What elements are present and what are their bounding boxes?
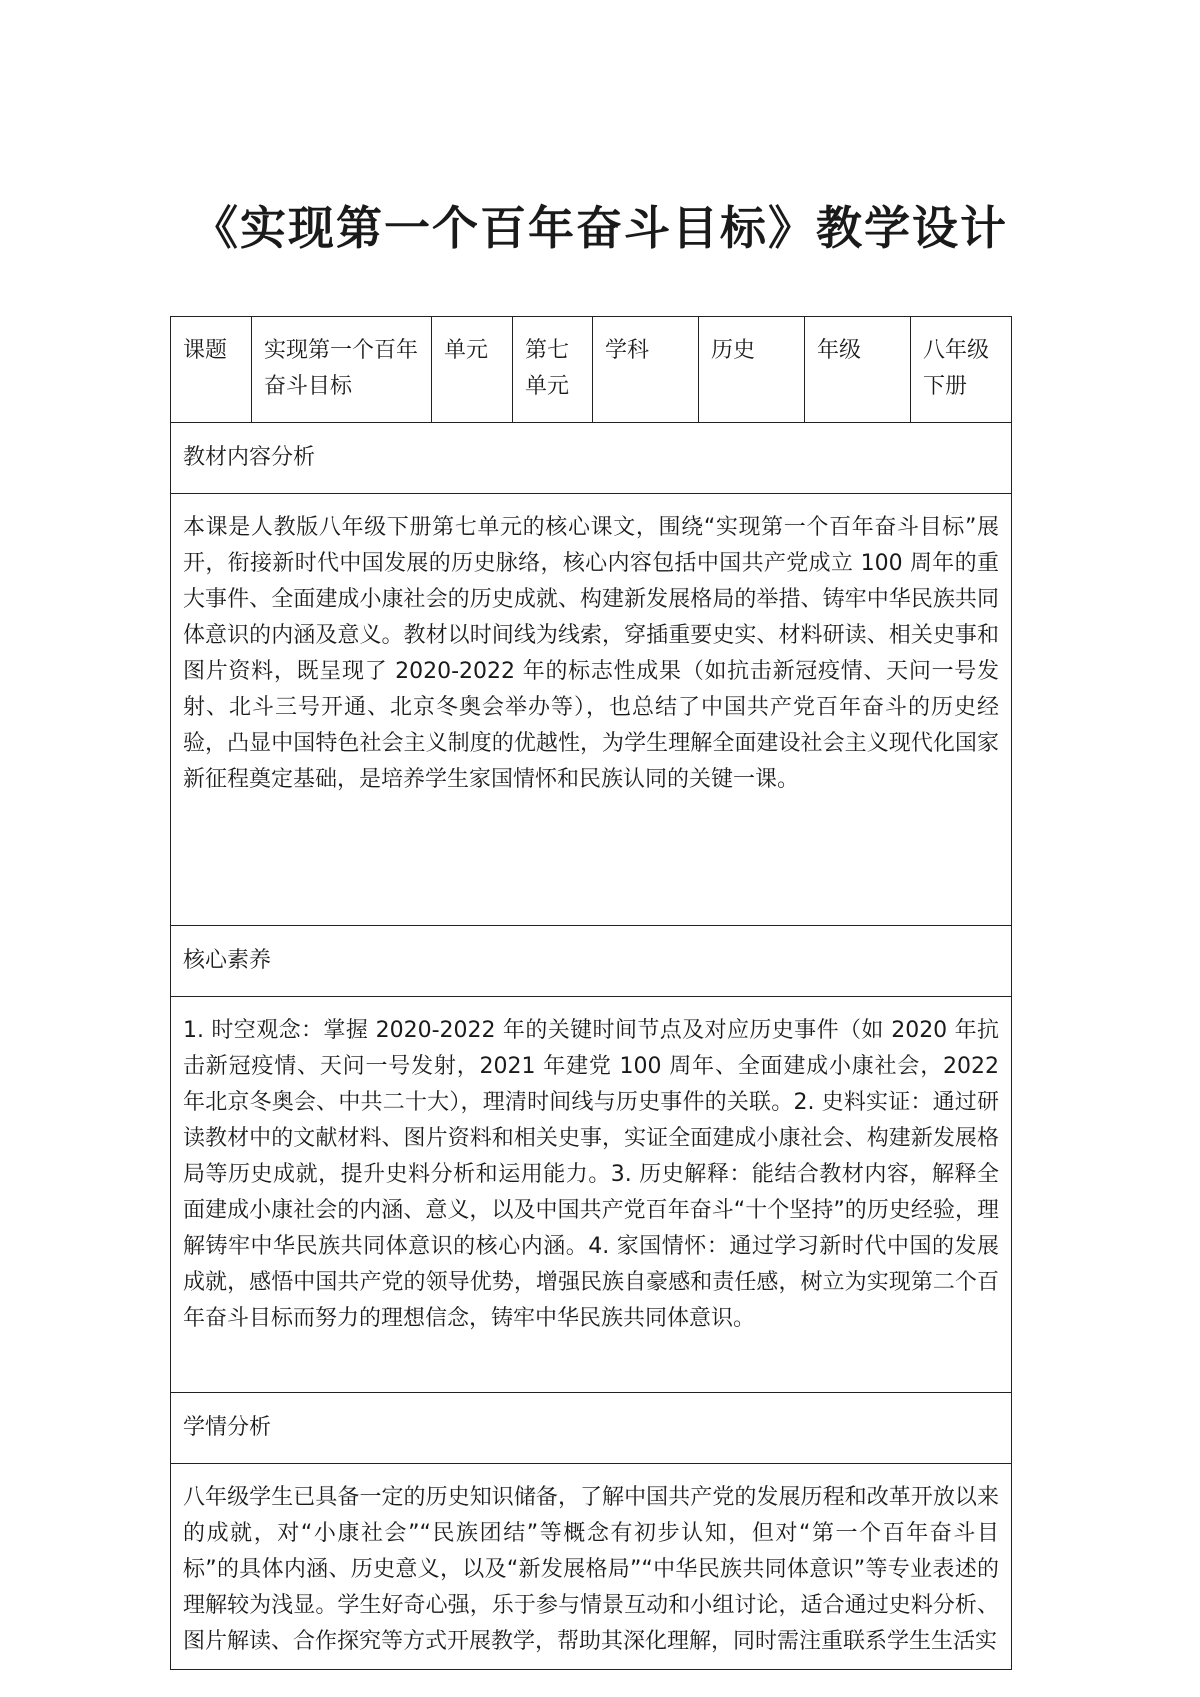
learner-analysis-heading: 学情分析 [171,1393,1012,1464]
section-heading-row [171,926,1012,997]
page-title: 《实现第一个百年奋斗目标》教学设计 [192,201,1008,255]
grade-label: 年级 [805,317,911,423]
section-heading-row [171,423,1012,494]
subject-label: 学科 [593,317,699,423]
topic-label: 课题 [171,317,252,423]
textbook-analysis-body: 本课是人教版八年级下册第七单元的核心课文，围绕“实现第一个百年奋斗目标”展开，衔接新时代中国发展的历史脉络，核心内容包括中国共产党成立 100 周年的重大事件、全面建成小康社会的历史成就、构建新发展格局的举措、铸牢中华民族共同体意识的内涵及意义。教材以时间线为线索，穿插重要史实、材料研读、相关史事和图片资料，既呈现了 2020-2022 年的标志性成果（如抗击新冠疫情、天问一号发射、北斗三号开通、北京冬奥会举办等），也总结了中国共产党百年奋斗的历史经验，凸显中国特色社会主义制度的优越性，为学生理解全面建设社会主义现代化国家新征程奠定基础，是培养学生家国情怀和民族认同的关键一课。 [171,494,1012,926]
grade-value: 八年级下册 [911,317,1012,423]
learner-analysis-cell [171,1464,1012,1670]
learner-analysis-body: 八年级学生已具备一定的历史知识储备，了解中国共产党的发展历程和改革开放以来的成就，对“小康社会”“民族团结”等概念有初步认知，但对“第一个百年奋斗目标”的具体内涵、历史意义，以及“新发展格局”“中华民族共同体意识”等专业表述的理解较为浅显。学生好奇心强，乐于参与情景互动和小组讨论，适合通过史料分析、图片解读、合作探究等方式开展教学，帮助其深化理解，同时需注重联系学生生活实 [183,1485,999,1654]
subject-value: 历史 [699,317,805,423]
unit-value: 第七单元 [513,317,593,423]
info-row [171,317,1012,423]
unit-label: 单元 [432,317,513,423]
textbook-analysis-heading: 教材内容分析 [171,423,1012,494]
section-heading-row [171,1393,1012,1464]
core-competency-body: 1. 时空观念：掌握 2020-2022 年的关键时间节点及对应历史事件（如 2020 年抗击新冠疫情、天问一号发射，2021 年建党 100 周年、全面建成小康社会，2022 年北京冬奥会、中共二十大），理清时间线与历史事件的关联。2. 史料实证：通过研读教材中的文献材料、图片资料和相关史事，实证全面建成小康社会、构建新发展格局等历史成就，提升史料分析和运用能力。3. 历史解释：能结合教材内容，解释全面建成小康社会的内涵、意义，以及中国共产党百年奋斗“十个坚持”的历史经验，理解铸牢中华民族共同体意识的核心内涵。4. 家国情怀：通过学习新时代中国的发展成就，感悟中国共产党的领导优势，增强民族自豪感和责任感，树立为实现第二个百年奋斗目标而努力的理想信念，铸牢中华民族共同体意识。 [171,997,1012,1393]
section-body-row [171,1464,1012,1670]
section-body-row [171,997,1012,1393]
section-body-row [171,494,1012,926]
topic-value: 实现第一个百年奋斗目标 [252,317,432,423]
lesson-design-table [170,316,1012,1670]
core-competency-heading: 核心素养 [171,926,1012,997]
